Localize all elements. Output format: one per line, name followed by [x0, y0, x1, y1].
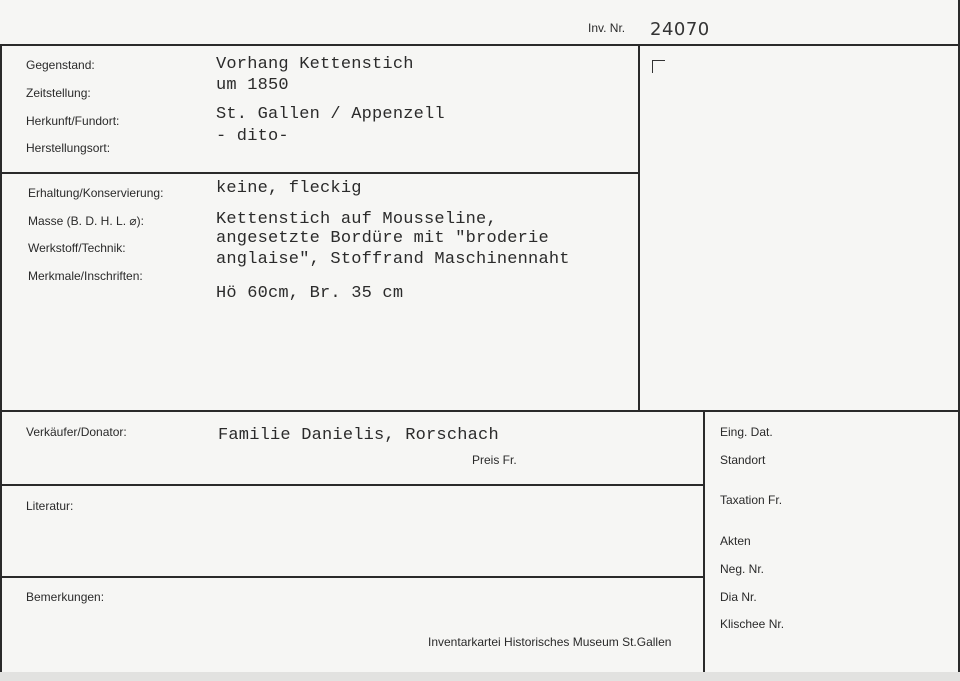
value-zeitstellung: um 1850	[216, 76, 289, 95]
lower-divider-2	[0, 576, 704, 578]
label-bemerkungen: Bemerkungen:	[26, 590, 105, 604]
label-masse: Masse (B. D. H. L. ⌀):	[28, 214, 144, 228]
top-rule	[0, 44, 960, 46]
label-preis: Preis Fr.	[472, 453, 517, 467]
inv-nr-value: 24070	[650, 19, 710, 40]
inv-nr-label: Inv. Nr.	[588, 21, 626, 35]
label-erhaltung: Erhaltung/Konservierung:	[28, 186, 164, 200]
label-akten: Akten	[720, 534, 751, 548]
label-klischee-nr: Klischee Nr.	[720, 617, 785, 631]
value-erhaltung: keine, fleckig	[216, 179, 362, 198]
right-border	[958, 0, 960, 672]
label-herstellungsort: Herstellungsort:	[26, 141, 111, 155]
label-eing-dat: Eing. Dat.	[720, 425, 773, 439]
card-bottom-edge	[0, 672, 960, 681]
label-standort: Standort	[720, 453, 766, 467]
value-herstellungsort: - dito-	[216, 127, 289, 146]
left-border	[0, 44, 2, 672]
upper-vertical	[638, 44, 640, 411]
label-neg-nr: Neg. Nr.	[720, 562, 765, 576]
label-literatur: Literatur:	[26, 499, 74, 513]
upper-divider-1	[0, 172, 639, 174]
label-merkmale: Merkmale/Inschriften:	[28, 269, 143, 283]
value-verkaeufer: Familie Danielis, Rorschach	[218, 426, 499, 445]
label-zeitstellung: Zeitstellung:	[26, 86, 91, 100]
footer-text: Inventarkartei Historisches Museum St.Gallen	[428, 635, 672, 649]
corner-mark-icon	[652, 60, 665, 73]
lower-vertical	[703, 410, 705, 672]
value-technik-line-3: anglaise", Stoffrand Maschinennaht	[216, 250, 570, 269]
label-verkaeufer: Verkäufer/Donator:	[26, 425, 127, 439]
label-dia-nr: Dia Nr.	[720, 590, 757, 604]
value-herkunft: St. Gallen / Appenzell	[216, 105, 445, 124]
label-herkunft: Herkunft/Fundort:	[26, 114, 120, 128]
value-technik-line-1: Kettenstich auf Mousseline,	[216, 210, 497, 229]
value-masse: Hö 60cm, Br. 35 cm	[216, 284, 404, 303]
value-technik-line-2: angesetzte Bordüre mit "broderie	[216, 229, 549, 248]
label-gegenstand: Gegenstand:	[26, 58, 95, 72]
label-taxation: Taxation Fr.	[720, 493, 783, 507]
middle-rule	[0, 410, 960, 412]
lower-divider-1	[0, 484, 704, 486]
label-werkstoff: Werkstoff/Technik:	[28, 241, 126, 255]
value-gegenstand: Vorhang Kettenstich	[216, 55, 414, 74]
